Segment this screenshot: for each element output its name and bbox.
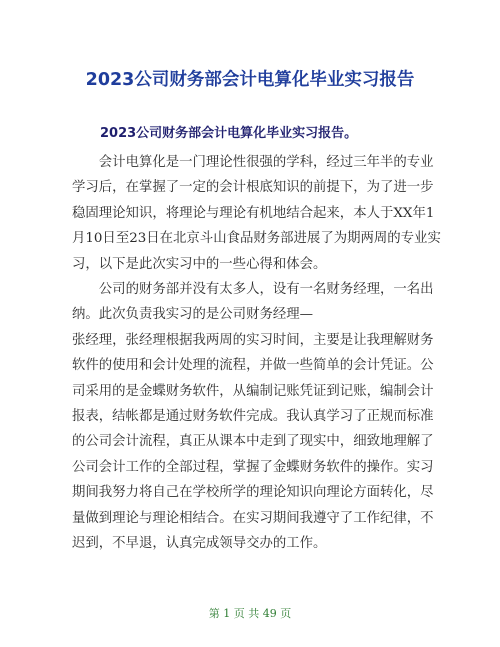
text-line: 月10日至23日在北京斗山食品财务部进展了为期两周的专业实 xyxy=(72,231,441,247)
document-title: 2023公司财务部会计电算化毕业实习报告 xyxy=(85,70,415,90)
paragraph-1 xyxy=(72,150,440,277)
text-line: 张经理，张经理根据我两周的实习时间，主要是让我理解财务 xyxy=(72,332,434,348)
document-subtitle: 2023公司财务部会计电算化毕业实习报告。 xyxy=(100,126,358,141)
text-line: 纳。此次负责我实习的是公司财务经理— xyxy=(72,307,314,323)
text-line: 软件的使用和会计处理的流程，并做一些简单的会计凭证。公 xyxy=(72,358,434,374)
text-line: 司采用的是金蝶财务软件，从编制记账凭证到记账，编制会计 xyxy=(72,383,434,399)
text-line: 迟到，不早退，认真完成领导交办的工作。 xyxy=(72,536,327,552)
document-body xyxy=(72,150,440,557)
text-line: 的公司会计流程，真正从课本中走到了现实中，细致地理解了 xyxy=(72,434,434,450)
paragraph-2 xyxy=(72,277,440,556)
text-line: 学习后，在掌握了一定的会计根底知识的前提下，为了进一步 xyxy=(72,180,434,196)
text-line: 习，以下是此次实习中的一些心得和体会。 xyxy=(72,256,327,272)
text-line: 报表，结帐都是通过财务软件完成。我认真学习了正规而标准 xyxy=(72,409,434,425)
text-line: 期间我努力将自己在学校所学的理论知识向理论方面转化，尽 xyxy=(72,485,434,501)
page-number-footer: 第 1 页 共 49 页 xyxy=(208,607,292,620)
text-line: 量做到理论与理论相结合。在实习期间我遵守了工作纪律，不 xyxy=(72,510,434,526)
text-line: 公司的财务部并没有太多人，设有一名财务经理，一名出 xyxy=(98,282,434,298)
text-line: 稳固理论知识，将理论与理论有机地结合起来，本人于XX年1 xyxy=(72,205,435,221)
text-line: 公司会计工作的全部过程，掌握了金蝶财务软件的操作。实习 xyxy=(72,459,434,475)
text-line: 会计电算化是一门理论性很强的学科，经过三年半的专业 xyxy=(98,155,434,170)
